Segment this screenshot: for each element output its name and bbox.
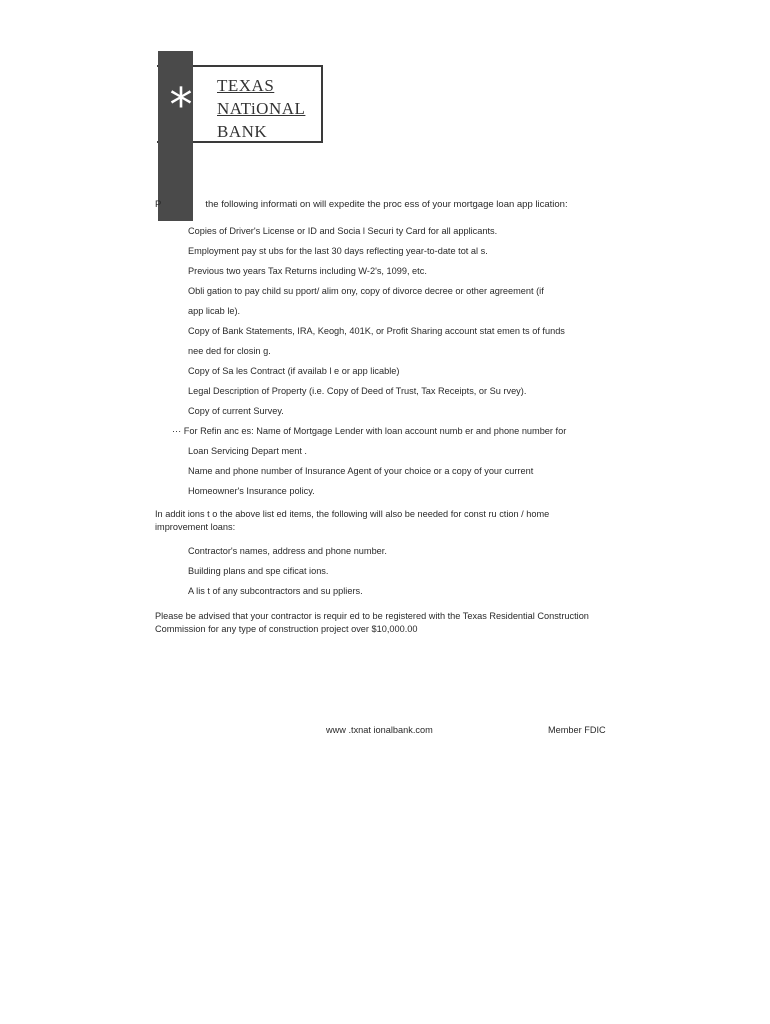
list-item: ··· For Refin anc es: Name of Mortgage Lender with loan account numb er and phone number for bbox=[172, 426, 567, 436]
logo-bar bbox=[158, 51, 193, 221]
list-item: Name and phone number of Insurance Agent of your choice or a copy of your current bbox=[188, 466, 534, 476]
construction-items-list bbox=[188, 541, 608, 601]
contractor-notice: Please be advised that your contractor is requir ed to be registered with the Texas Residential Construction Commission for any type of construction project over $10,000.00 bbox=[155, 611, 589, 634]
member-fdic-label: Member FDIC bbox=[548, 725, 606, 735]
list-item: Copies of Driver's License or ID and Socia l Securi ty Card for all applicants. bbox=[188, 226, 498, 236]
list-item: Loan Servicing Depart ment . bbox=[188, 446, 307, 456]
logo-text-national: NATiONAL bbox=[217, 99, 306, 118]
list-item: Copy of Bank Statements, IRA, Keogh, 401K, or Profit Sharing account stat emen ts of funds bbox=[188, 326, 565, 336]
list-item: Contractor's names, address and phone number. bbox=[188, 546, 387, 556]
construction-intro: In addit ions t o the above list ed items, the following will also be needed for const ru ction / home improvement loans: bbox=[155, 509, 550, 532]
list-item: Copy of Sa les Contract (if availab l e or app licable) bbox=[188, 366, 400, 376]
logo-text-bank: BANK bbox=[217, 122, 268, 141]
list-item: Employment pay st ubs for the last 30 days reflecting year-to-date tot al s. bbox=[188, 246, 488, 256]
list-item: nee ded for closin g. bbox=[188, 346, 271, 356]
list-item: Building plans and spe cificat ions. bbox=[188, 566, 329, 576]
intro-lead: P bbox=[155, 199, 162, 210]
list-item: Homeowner's Insurance policy. bbox=[188, 486, 315, 496]
asterisk-icon: * bbox=[169, 78, 193, 132]
list-item: Legal Description of Property (i.e. Copy of Deed of Trust, Tax Receipts, or Su rvey). bbox=[188, 386, 527, 396]
list-item: Previous two years Tax Returns including W-2's, 1099, etc. bbox=[188, 266, 427, 276]
list-item: Copy of current Survey. bbox=[188, 406, 284, 416]
logo-text-texas: TEXAS bbox=[217, 76, 275, 95]
list-item: app licab le). bbox=[188, 306, 241, 316]
intro-body: the following informati on will expedite the proc ess of your mortgage loan app lication: bbox=[205, 199, 568, 210]
list-item: Obli gation to pay child su pport/ alim ony, copy of divorce decree or other agreement (if bbox=[188, 286, 544, 296]
website-link[interactable]: www .txnat ionalbank.com bbox=[326, 725, 433, 735]
required-items-list bbox=[172, 221, 608, 501]
intro-text bbox=[155, 199, 568, 210]
list-item: A lis t of any subcontractors and su ppliers. bbox=[188, 586, 363, 596]
